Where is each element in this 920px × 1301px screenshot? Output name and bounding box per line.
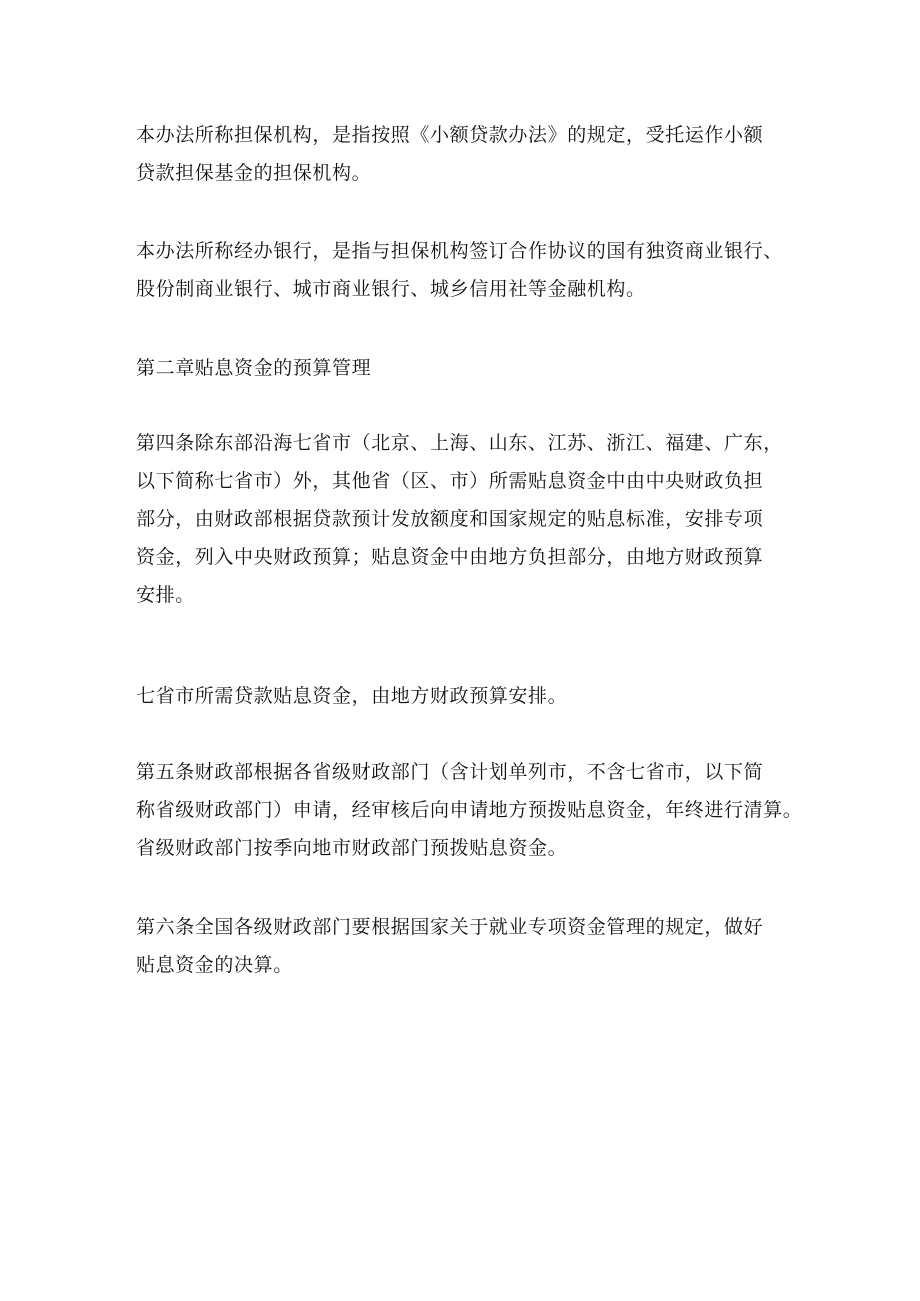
text-line: 本办法所称经办银行，是指与担保机构签订合作协议的国有独资商业银行、 [136,240,783,262]
heading-line: 第二章贴息资金的预算管理 [136,357,372,379]
text-line: 资金，列入中央财政预算；贴息资金中由地方负担部分，由地方财政预算 [136,546,764,568]
text-line: 称省级财政部门）申请，经审核后向申请地方预拨贴息资金，年终进行清算。 [136,799,803,821]
text-line: 第六条全国各级财政部门要根据国家关于就业专项资金管理的规定，做好 [136,916,764,938]
text-line: 省级财政部门按季向地市财政部门预拨贴息资金。 [136,837,568,859]
text-line: 贷款担保基金的担保机构。 [136,162,372,184]
text-line: 部分，由财政部根据贷款预计发放额度和国家规定的贴息标准，安排专项 [136,508,764,530]
paragraph-handling-bank [136,232,786,308]
paragraph-article-6 [136,908,786,984]
paragraph-guarantee-institution [136,116,786,192]
paragraph-article-5 [136,753,803,867]
paragraph-article-4 [136,424,786,614]
chapter-heading [136,349,786,387]
paragraph-seven-provinces [136,677,786,715]
text-line: 股份制商业银行、城市商业银行、城乡信用社等金融机构。 [136,278,646,300]
text-line: 本办法所称担保机构，是指按照《小额贷款办法》的规定，受托运作小额 [136,124,764,146]
text-line: 第五条财政部根据各省级财政部门（含计划单列市，不含七省市，以下简 [136,761,764,783]
text-line: 以下简称七省市）外，其他省（区、市）所需贴息资金中由中央财政负担 [136,470,764,492]
text-line: 七省市所需贷款贴息资金，由地方财政预算安排。 [136,685,568,707]
text-line: 安排。 [136,584,195,606]
text-line: 贴息资金的决算。 [136,954,293,976]
text-line: 第四条除东部沿海七省市（北京、上海、山东、江苏、浙江、福建、广东， [136,432,783,454]
